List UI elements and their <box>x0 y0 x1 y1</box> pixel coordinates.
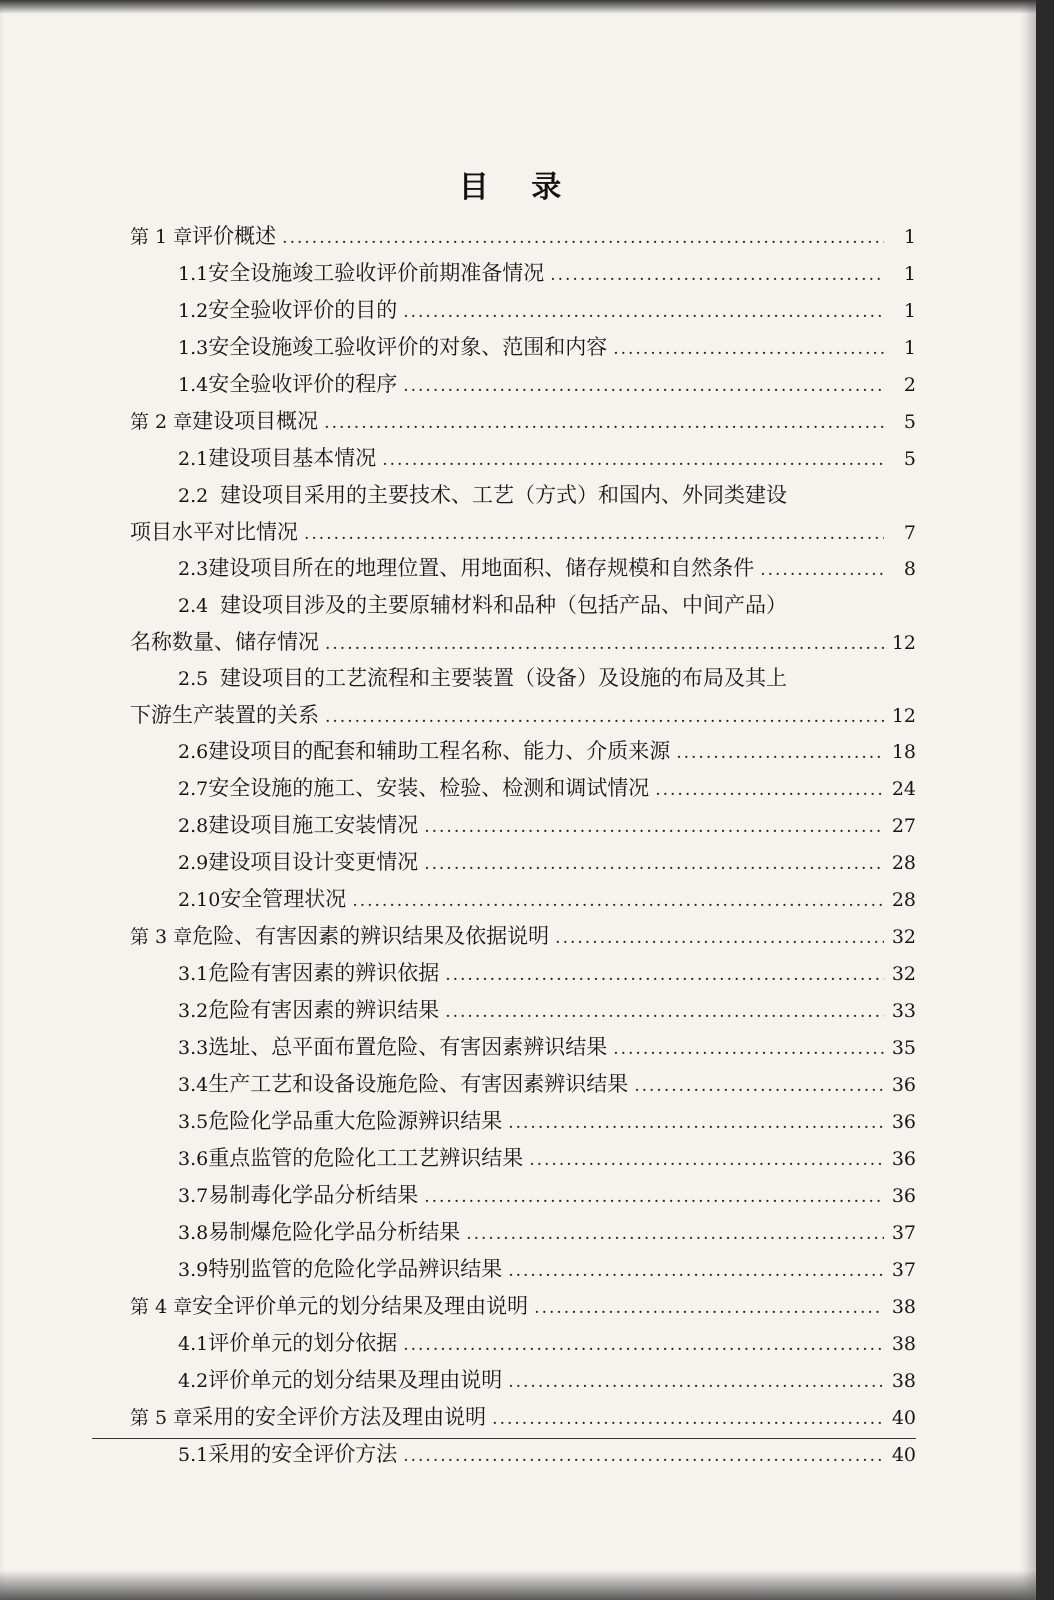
toc-title: 安全设施的施工、安装、检验、检测和调试情况 <box>208 776 650 800</box>
toc-title: 特别监管的危险化学品辨识结果 <box>208 1257 503 1281</box>
dot-leader <box>466 1216 884 1251</box>
toc-section-entry[interactable] <box>130 733 916 770</box>
toc-title: 采用的安全评价方法及理由说明 <box>192 1405 487 1429</box>
toc-number: 2.8 <box>178 815 209 837</box>
toc-page-number: 18 <box>891 741 916 763</box>
toc-page-number: 5 <box>903 411 916 433</box>
dot-leader <box>508 1105 884 1140</box>
toc-number: 2.10 <box>178 889 221 911</box>
toc-section-entry[interactable] <box>130 1029 916 1066</box>
dot-leader <box>403 294 884 329</box>
dot-leader <box>613 1031 884 1066</box>
toc-line <box>130 1029 916 1066</box>
toc-page-number: 1 <box>903 300 916 322</box>
toc-line <box>130 477 916 514</box>
toc-number: 3.9 <box>178 1259 209 1281</box>
toc-title: 安全评价单元的划分结果及理由说明 <box>192 1294 529 1318</box>
toc-page-number: 38 <box>891 1370 916 1392</box>
toc-number: 3.4 <box>178 1074 209 1096</box>
dot-leader <box>550 257 884 292</box>
toc-line <box>130 1399 916 1436</box>
toc-page-number: 8 <box>903 558 916 580</box>
toc-title: 采用的安全评价方法 <box>208 1442 398 1466</box>
toc-title-continuation: 项目水平对比情况 <box>130 520 298 544</box>
toc-title: 安全设施竣工验收评价的对象、范围和内容 <box>208 335 608 359</box>
toc-line <box>130 550 916 587</box>
toc-title: 建设项目基本情况 <box>208 446 377 470</box>
toc-page-number: 33 <box>891 1000 916 1022</box>
toc-page-number: 37 <box>891 1222 916 1244</box>
dot-leader <box>555 920 884 955</box>
toc-page-number: 38 <box>891 1296 916 1318</box>
toc-number: 3.7 <box>178 1185 209 1207</box>
toc-section-entry[interactable] <box>130 660 916 733</box>
toc-section-entry[interactable] <box>130 550 916 587</box>
toc-number: 1.2 <box>178 300 209 322</box>
toc-number: 3.6 <box>178 1148 209 1170</box>
toc-section-entry[interactable] <box>130 1066 916 1103</box>
toc-section-entry[interactable] <box>130 366 916 403</box>
toc-title: 评价单元的划分结果及理由说明 <box>208 1368 503 1392</box>
toc-section-entry[interactable] <box>130 844 916 881</box>
toc-title: 重点监管的危险化工工艺辨识结果 <box>208 1146 524 1170</box>
table-of-contents <box>130 218 916 1473</box>
toc-section-entry[interactable] <box>130 292 916 329</box>
toc-section-entry[interactable] <box>130 1103 916 1140</box>
toc-section-entry[interactable] <box>130 1251 916 1288</box>
toc-number: 4.2 <box>178 1370 209 1392</box>
dot-leader <box>424 1179 884 1214</box>
toc-chapter-entry[interactable] <box>130 1399 916 1436</box>
toc-line <box>130 733 916 770</box>
dot-leader <box>282 220 884 255</box>
toc-title: 建设项目施工安装情况 <box>208 813 419 837</box>
toc-line <box>130 660 916 697</box>
toc-line <box>130 992 916 1029</box>
toc-page-number: 7 <box>903 522 916 544</box>
toc-title: 危险、有害因素的辨识结果及依据说明 <box>192 924 550 948</box>
toc-page-number: 5 <box>903 448 916 470</box>
toc-page-number: 12 <box>891 632 916 654</box>
dot-leader <box>403 1327 884 1362</box>
toc-page-number: 36 <box>891 1185 916 1207</box>
dot-leader <box>424 846 884 881</box>
toc-number: 1.3 <box>178 337 209 359</box>
dot-leader <box>304 516 884 550</box>
toc-number: 2.9 <box>178 852 209 874</box>
toc-line <box>130 881 916 918</box>
toc-number: 2.1 <box>178 448 209 470</box>
toc-number: 3.8 <box>178 1222 209 1244</box>
toc-number: 2.3 <box>178 558 209 580</box>
dot-leader <box>529 1142 884 1177</box>
toc-chapter-entry[interactable] <box>130 218 916 255</box>
toc-title: 生产工艺和设备设施危险、有害因素辨识结果 <box>208 1072 629 1096</box>
toc-page-number: 40 <box>891 1407 916 1429</box>
toc-number: 第 4 章 <box>130 1296 193 1318</box>
toc-number: 1.1 <box>178 263 209 285</box>
toc-section-entry[interactable] <box>130 477 916 550</box>
toc-title: 危险有害因素的辨识结果 <box>208 998 440 1022</box>
toc-chapter-entry[interactable] <box>130 403 916 440</box>
toc-number: 2.5 <box>178 668 209 690</box>
toc-line <box>130 1362 916 1399</box>
toc-number: 3.5 <box>178 1111 209 1133</box>
toc-continuation-line <box>130 624 916 660</box>
dot-leader <box>613 331 884 366</box>
toc-page-number: 28 <box>891 852 916 874</box>
bottom-edge-shadow <box>0 1570 1036 1600</box>
dot-leader <box>655 772 884 807</box>
toc-number: 2.7 <box>178 778 209 800</box>
toc-section-entry[interactable] <box>130 587 916 660</box>
toc-line <box>130 807 916 844</box>
toc-page-number: 27 <box>891 815 916 837</box>
toc-section-entry[interactable] <box>130 255 916 292</box>
toc-page-number: 12 <box>891 705 916 727</box>
dot-leader <box>508 1364 884 1399</box>
toc-page-number: 32 <box>891 926 916 948</box>
toc-line <box>130 1066 916 1103</box>
toc-title: 评价单元的划分依据 <box>208 1331 398 1355</box>
toc-number: 第 3 章 <box>130 926 193 948</box>
toc-page-number: 2 <box>903 374 916 396</box>
toc-continuation-line <box>130 697 916 733</box>
toc-section-entry[interactable] <box>130 440 916 477</box>
toc-title: 评价概述 <box>192 224 277 248</box>
toc-title: 建设项目所在的地理位置、用地面积、储存规模和自然条件 <box>208 556 755 580</box>
toc-title: 安全验收评价的目的 <box>208 298 398 322</box>
page-title: 目 录 <box>458 170 578 205</box>
toc-line <box>130 770 916 807</box>
dot-leader <box>352 883 884 918</box>
toc-chapter-entry[interactable] <box>130 918 916 955</box>
dot-leader <box>403 368 884 403</box>
toc-page-number: 35 <box>891 1037 916 1059</box>
toc-chapter-entry[interactable] <box>130 1288 916 1325</box>
toc-section-entry[interactable] <box>130 1140 916 1177</box>
toc-title: 建设项目的配套和辅助工程名称、能力、介质来源 <box>208 739 671 763</box>
toc-section-entry[interactable] <box>130 1177 916 1214</box>
dot-leader <box>445 957 884 992</box>
toc-title: 建设项目采用的主要技术、工艺（方式）和国内、外同类建设 <box>220 483 787 507</box>
toc-page-number: 28 <box>891 889 916 911</box>
toc-line <box>130 403 916 440</box>
top-edge-shadow <box>0 0 1036 14</box>
toc-title: 安全管理状况 <box>220 887 347 911</box>
toc-line <box>130 1140 916 1177</box>
toc-line <box>130 1103 916 1140</box>
toc-line <box>130 1436 916 1473</box>
toc-number: 2.2 <box>178 485 209 507</box>
toc-page-number: 36 <box>891 1111 916 1133</box>
dot-leader <box>508 1253 884 1288</box>
toc-line <box>130 1177 916 1214</box>
toc-line <box>130 1251 916 1288</box>
toc-number: 第 1 章 <box>130 226 193 248</box>
dot-leader <box>325 699 884 733</box>
toc-page-number: 36 <box>891 1074 916 1096</box>
dot-leader <box>445 994 884 1029</box>
toc-title: 建设项目概况 <box>192 409 319 433</box>
toc-number: 3.3 <box>178 1037 209 1059</box>
toc-line <box>130 587 916 624</box>
toc-number: 1.4 <box>178 374 209 396</box>
toc-number: 4.1 <box>178 1333 209 1355</box>
dot-leader <box>492 1401 884 1436</box>
toc-title: 建设项目的工艺流程和主要装置（设备）及设施的布局及其上 <box>220 666 787 690</box>
toc-section-entry[interactable] <box>130 770 916 807</box>
toc-page-number: 36 <box>891 1148 916 1170</box>
toc-title: 建设项目设计变更情况 <box>208 850 419 874</box>
toc-title-continuation: 名称数量、储存情况 <box>130 630 319 654</box>
toc-number: 第 2 章 <box>130 411 193 433</box>
toc-page-number: 32 <box>891 963 916 985</box>
toc-line <box>130 292 916 329</box>
toc-section-entry[interactable] <box>130 1362 916 1399</box>
toc-page-number: 37 <box>891 1259 916 1281</box>
toc-continuation-line <box>130 514 916 550</box>
dot-leader <box>324 405 884 440</box>
dot-leader <box>325 626 884 660</box>
toc-line <box>130 366 916 403</box>
toc-title: 危险有害因素的辨识依据 <box>208 961 440 985</box>
toc-title-continuation: 下游生产装置的关系 <box>130 703 319 727</box>
toc-page-number: 40 <box>891 1444 916 1466</box>
toc-line <box>130 1288 916 1325</box>
toc-page-number: 1 <box>903 263 916 285</box>
toc-line <box>130 440 916 477</box>
toc-number: 2.6 <box>178 741 209 763</box>
dot-leader <box>403 1438 884 1473</box>
toc-section-entry[interactable] <box>130 1436 916 1473</box>
toc-page-number: 38 <box>891 1333 916 1355</box>
dot-leader <box>634 1068 884 1103</box>
toc-page-number: 24 <box>891 778 916 800</box>
dot-leader <box>424 809 884 844</box>
toc-number: 2.4 <box>178 595 209 617</box>
toc-number: 5.1 <box>178 1444 209 1466</box>
toc-section-entry[interactable] <box>130 1214 916 1251</box>
toc-section-entry[interactable] <box>130 807 916 844</box>
toc-line <box>130 918 916 955</box>
toc-number: 3.1 <box>178 963 209 985</box>
toc-section-entry[interactable] <box>130 329 916 366</box>
dot-leader <box>534 1290 884 1325</box>
toc-title: 选址、总平面布置危险、有害因素辨识结果 <box>208 1035 608 1059</box>
toc-page-number: 1 <box>903 337 916 359</box>
toc-section-entry[interactable] <box>130 992 916 1029</box>
dot-leader <box>382 442 884 477</box>
toc-title: 安全设施竣工验收评价前期准备情况 <box>208 261 545 285</box>
toc-title: 建设项目涉及的主要原辅材料和品种（包括产品、中间产品） <box>220 593 787 617</box>
toc-line <box>130 255 916 292</box>
toc-line <box>130 844 916 881</box>
toc-line <box>130 1325 916 1362</box>
toc-section-entry[interactable] <box>130 881 916 918</box>
toc-title: 易制毒化学品分析结果 <box>208 1183 419 1207</box>
toc-title: 危险化学品重大危险源辨识结果 <box>208 1109 503 1133</box>
toc-line <box>130 1214 916 1251</box>
footer-rule <box>92 1438 916 1439</box>
dot-leader <box>676 735 884 770</box>
toc-line <box>130 955 916 992</box>
toc-number: 3.2 <box>178 1000 209 1022</box>
toc-title: 易制爆危险化学品分析结果 <box>208 1220 461 1244</box>
toc-section-entry[interactable] <box>130 1325 916 1362</box>
toc-page-number: 1 <box>903 226 916 248</box>
dot-leader <box>760 552 884 587</box>
toc-section-entry[interactable] <box>130 955 916 992</box>
toc-line <box>130 329 916 366</box>
toc-number: 第 5 章 <box>130 1407 193 1429</box>
toc-title: 安全验收评价的程序 <box>208 372 398 396</box>
toc-line <box>130 218 916 255</box>
